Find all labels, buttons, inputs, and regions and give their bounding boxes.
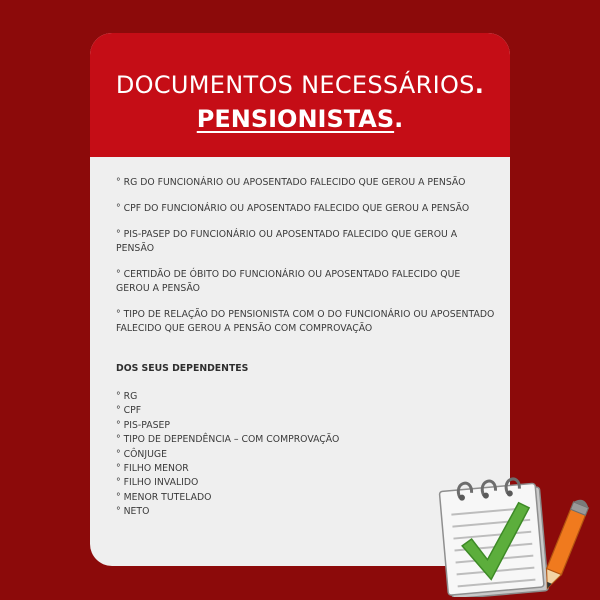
dependent-item: ° NETO	[116, 506, 150, 518]
dependent-item: ° PIS-PASEP	[116, 419, 170, 431]
page-subtitle: PENSIONISTAS.	[196, 105, 404, 133]
dependent-item: ° TIPO DE DEPENDÊNCIA – COM COMPROVAÇÃO	[116, 434, 340, 446]
card-header	[90, 33, 510, 157]
dependent-item: ° RG	[116, 391, 138, 402]
document-item: ° TIPO DE RELAÇÃO DO PENSIONISTA COM O DO FUNCIONÁRIO OU APOSENTADO FALECIDO QUE GEROU A PENSÃO COM COMPROVAÇÃO	[116, 309, 495, 334]
document-item: ° PIS-PASEP DO FUNCIONÁRIO OU APOSENTADO FALECIDO QUE GEROU A PENSÃO	[116, 229, 458, 254]
notepad-checkmark-pencil-icon	[436, 472, 596, 597]
dependent-item: ° CPF	[116, 405, 142, 417]
document-item: ° RG DO FUNCIONÁRIO OU APOSENTADO FALECIDO QUE GEROU A PENSÃO	[116, 177, 466, 188]
dependents-title: DOS SEUS DEPENDENTES	[116, 363, 249, 374]
dependent-item: ° MENOR TUTELADO	[116, 491, 212, 503]
card-body	[116, 176, 496, 520]
page-title: DOCUMENTOS NECESSÁRIOS.	[115, 71, 485, 99]
dependent-item: ° FILHO INVALIDO	[116, 477, 199, 489]
dependent-item: ° FILHO MENOR	[116, 463, 189, 475]
document-item: ° CERTIDÃO DE ÓBITO DO FUNCIONÁRIO OU APOSENTADO FALECIDO QUE GEROU A PENSÃO	[116, 269, 461, 294]
document-item: ° CPF DO FUNCIONÁRIO OU APOSENTADO FALECIDO QUE GEROU A PENSÃO	[116, 203, 470, 214]
dependent-item: ° CÔNJUGE	[116, 448, 167, 460]
